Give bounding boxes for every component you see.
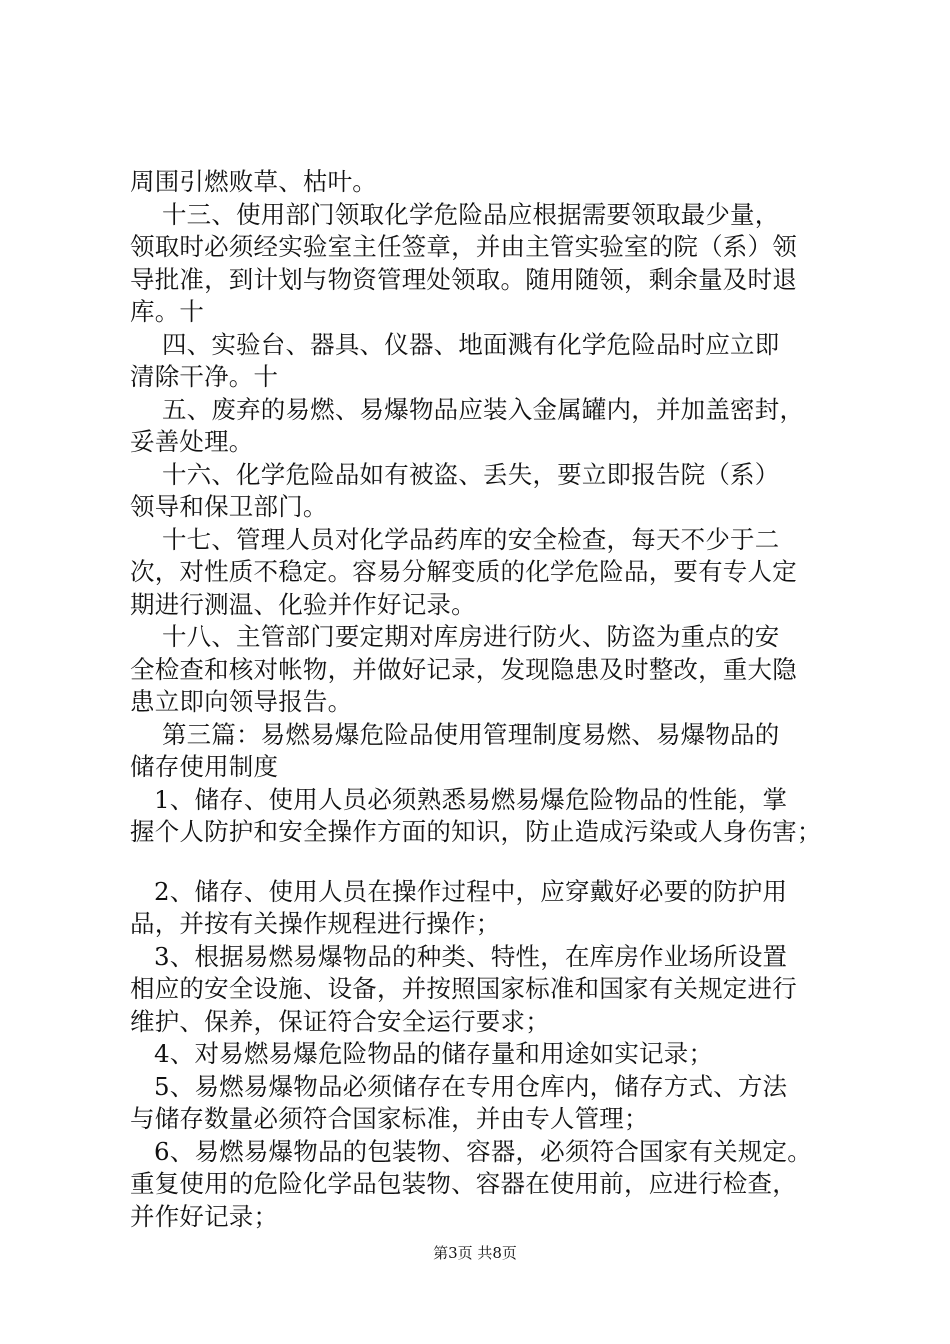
- text-line: 领取时必须经实验室主任签章，并由主管实验室的院（系）领: [130, 232, 797, 261]
- text-line: 十三、使用部门领取化学危险品应根据需要领取最少量，: [130, 199, 780, 229]
- paragraph-gap: [130, 849, 842, 876]
- document-body: [130, 166, 842, 1233]
- text-line: 次，对性质不稳定。容易分解变质的化学危险品，要有专人定: [130, 557, 797, 586]
- text-line: 相应的安全设施、设备，并按照国家标准和国家有关规定进行: [130, 974, 797, 1003]
- text-line: 导批准，到计划与物资管理处领取。随用随领，剩余量及时退: [130, 264, 797, 294]
- text-line: 清除干净。十: [130, 362, 279, 391]
- text-line: 十七、管理人员对化学品药库的安全检查，每天不少于二: [130, 524, 780, 554]
- text-line: 6、易燃易爆物品的包装物、容器，必须符合国家有关规定。: [130, 1136, 812, 1166]
- text-line: 品，并按有关操作规程进行操作；: [130, 909, 501, 938]
- text-line: 3、根据易燃易爆物品的种类、特性，在库房作业场所设置: [130, 941, 788, 971]
- text-line: 库。十: [130, 297, 205, 326]
- text-line: 1、储存、使用人员必须熟悉易燃易爆危险物品的性能，掌: [130, 784, 788, 814]
- text-line: 维护、保养，保证符合安全运行要求；: [130, 1006, 550, 1036]
- text-line: 储存使用制度: [130, 752, 279, 781]
- text-line: 4、对易燃易爆危险物品的储存量和用途如实记录；: [130, 1039, 714, 1068]
- text-line: 妥善处理。: [130, 427, 254, 456]
- page-number-footer: 第3页 共8页: [433, 1244, 517, 1262]
- text-line: 并作好记录；: [130, 1201, 279, 1231]
- text-line: 期进行测温、化验并作好记录。: [130, 589, 476, 619]
- text-line: 四、实验台、器具、仪器、地面溅有化学危险品时应立即: [130, 329, 780, 359]
- text-line: 五、废弃的易燃、易爆物品应装入金属罐内，并加盖密封，: [130, 394, 805, 424]
- text-line: 第三篇：易燃易爆危险品使用管理制度易燃、易爆物品的: [130, 719, 780, 749]
- text-line: 十六、化学危险品如有被盗、丢失，要立即报告院（系）: [130, 459, 780, 489]
- text-line: 十八、主管部门要定期对库房进行防火、防盗为重点的安: [130, 622, 780, 651]
- text-line: 2、储存、使用人员在操作过程中，应穿戴好必要的防护用: [130, 876, 788, 906]
- text-line: 周围引燃败草、枯叶。: [130, 167, 377, 196]
- text-line: 与储存数量必须符合国家标准，并由专人管理；: [130, 1104, 649, 1133]
- text-line: 患立即向领导报告。: [130, 687, 353, 716]
- text-line: 5、易燃易爆物品必须储存在专用仓库内，储存方式、方法: [130, 1071, 788, 1101]
- text-line: 全检查和核对帐物，并做好记录，发现隐患及时整改，重大隐: [130, 654, 797, 684]
- text-line: 握个人防护和安全操作方面的知识，防止造成污染或人身伤害；: [130, 817, 822, 846]
- text-line: 重复使用的危险化学品包装物、容器在使用前，应进行检查，: [130, 1169, 797, 1198]
- text-line: 领导和保卫部门。: [130, 492, 328, 521]
